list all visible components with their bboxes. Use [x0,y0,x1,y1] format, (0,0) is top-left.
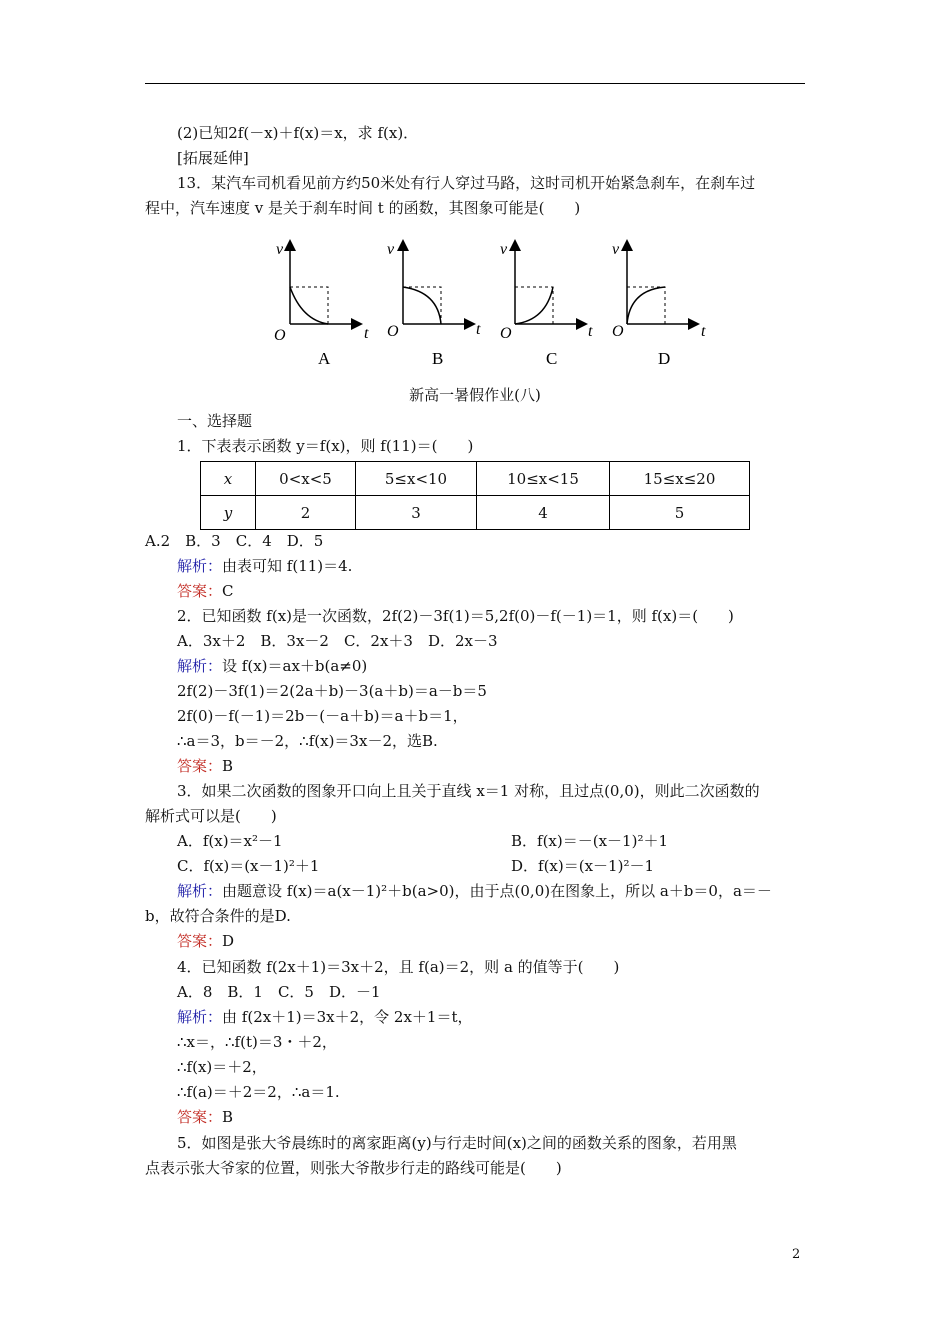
homework-title: 新高一暑假作业(八) [409,386,541,404]
table-row [201,462,750,496]
graph-c [500,241,593,368]
table-cell: y [201,496,256,530]
q1-answer [177,581,234,601]
graph-b-origin: O [387,323,399,340]
q3-option-d: D．f(x)＝(x－1)²－1 [511,857,655,875]
q3-answer [177,931,234,951]
q2-answer [177,756,233,776]
answer-value: B [222,757,234,775]
q2-step-1: 2f(2)－3f(1)＝2(2a＋b)－3(a＋b)＝a－b＝5 [177,682,487,700]
table-cell: 15≤x≤20 [610,462,750,496]
q4-answer [177,1107,233,1127]
table-cell: 2 [256,496,356,530]
section-choice: 一、选择题 [177,412,253,430]
graph-d-origin: O [612,323,624,340]
table-cell: 5≤x<10 [356,462,477,496]
answer-label: 答案： [177,757,223,775]
q4-options: A．8 B．1 C．5 D．－1 [177,983,381,1001]
answer-value: D [222,932,235,950]
answer-label: 答案： [177,1108,223,1126]
q3-stem-line1: 3．如果二次函数的图象开口向上且关于直线 x＝1 对称，且过点(0,0)，则此二次函数的 [177,782,760,800]
q2-stem: 2．已知函数 f(x)是一次函数，2f(2)－3f(1)＝5,2f(0)－f(－1)＝1，则 f(x)＝( ) [177,607,734,625]
graph-a-t-label: t [364,325,369,342]
graph-a-v-label: v [276,241,284,258]
q5-stem-line1: 5．如图是张大爷晨练时的离家距离(y)与行走时间(x)之间的函数关系的图象，若用黑 [177,1134,737,1152]
q4-step-2: ∴f(x)＝＋2， [177,1058,267,1076]
q3-option-b: B．f(x)＝－(x－1)²＋1 [511,832,669,850]
analysis-text: 设 f(x)＝ax＋b(a≠0) [222,657,368,675]
q2-options: A．3x＋2 B．3x－2 C．2x＋3 D．2x－3 [177,632,498,650]
option-b-label: B [432,349,444,368]
q13-stem-line1: 13．某汽车司机看见前方约50米处有行人穿过马路，这时司机开始紧急刹车，在刹车过 [177,174,756,192]
table-cell: 3 [356,496,477,530]
answer-value: B [222,1108,234,1126]
q4-stem: 4．已知函数 f(2x＋1)＝3x＋2，且 f(a)＝2，则 a 的值等于( ) [177,958,620,976]
graph-c-t-label: t [588,323,593,340]
analysis-text: 由题意设 f(x)＝a(x－1)²＋b(a>0)，由于点(0,0)在图象上，所以 a＋b＝0，a＝－ [222,882,772,900]
analysis-text: 由 f(2x＋1)＝3x＋2，令 2x＋1＝t， [222,1008,473,1026]
q13-graphs [260,232,720,372]
q1-options: A.2 B．3 C．4 D．5 [145,532,324,550]
option-d-label: D [658,349,671,368]
analysis-label: 解析： [177,557,223,575]
option-a-label: A [318,349,331,368]
answer-label: 答案： [177,582,223,600]
q2-step-2: 2f(0)－f(－1)＝2b－(－a＋b)＝a＋b＝1， [177,707,468,725]
q4-analysis [177,1007,472,1027]
table-cell: x [201,462,256,496]
analysis-label: 解析： [177,882,223,900]
q2-analysis [177,656,367,676]
q1-function-table [200,461,750,530]
q12-part2: (2)已知2f(－x)＋f(x)＝x，求 f(x)． [177,124,419,142]
analysis-label: 解析： [177,1008,223,1026]
q1-stem: 1．下表表示函数 y＝f(x)，则 f(11)＝( ) [177,437,474,455]
option-c-label: C [546,349,558,368]
q13-stem-line2: 程中，汽车速度 v 是关于刹车时间 t 的函数，其图象可能是( ) [145,199,581,217]
graph-c-origin: O [500,325,512,342]
graph-d-v-label: v [612,241,620,258]
q5-stem-line2: 点表示张大爷家的位置，则张大爷散步行走的路线可能是( ) [145,1159,562,1177]
table-cell: 5 [610,496,750,530]
graph-d-t-label: t [701,323,706,340]
graph-b [387,241,481,368]
section-extend: [拓展延伸] [177,149,249,167]
graph-a [274,241,369,368]
graph-a-origin: O [274,327,286,344]
header-rule [145,83,805,84]
graph-b-t-label: t [476,321,481,338]
analysis-text: 由表可知 f(11)＝4. [222,557,353,575]
graph-b-v-label: v [387,241,395,258]
q3-analysis [177,881,772,901]
analysis-label: 解析： [177,657,223,675]
graph-d [612,241,706,368]
table-cell: 10≤x<15 [477,462,610,496]
q4-step-3: ∴f(a)＝＋2＝2，∴a＝1. [177,1083,340,1101]
q1-analysis [177,556,352,576]
q4-step-1: ∴x＝，∴f(t)＝3・＋2， [177,1033,337,1051]
q3-option-a: A．f(x)＝x²－1 [177,832,283,850]
answer-label: 答案： [177,932,223,950]
page-number: 2 [792,1247,801,1262]
graph-c-v-label: v [500,241,508,258]
table-row [201,496,750,530]
q2-step-3: ∴a＝3，b＝－2，∴f(x)＝3x－2，选B. [177,732,438,750]
answer-value: C [222,582,234,600]
table-cell: 4 [477,496,610,530]
q3-option-c: C．f(x)＝(x－1)²＋1 [177,857,320,875]
q3-analysis-line2: b，故符合条件的是D. [145,907,291,925]
q3-stem-line2: 解析式可以是( ) [145,807,277,825]
table-cell: 0<x<5 [256,462,356,496]
